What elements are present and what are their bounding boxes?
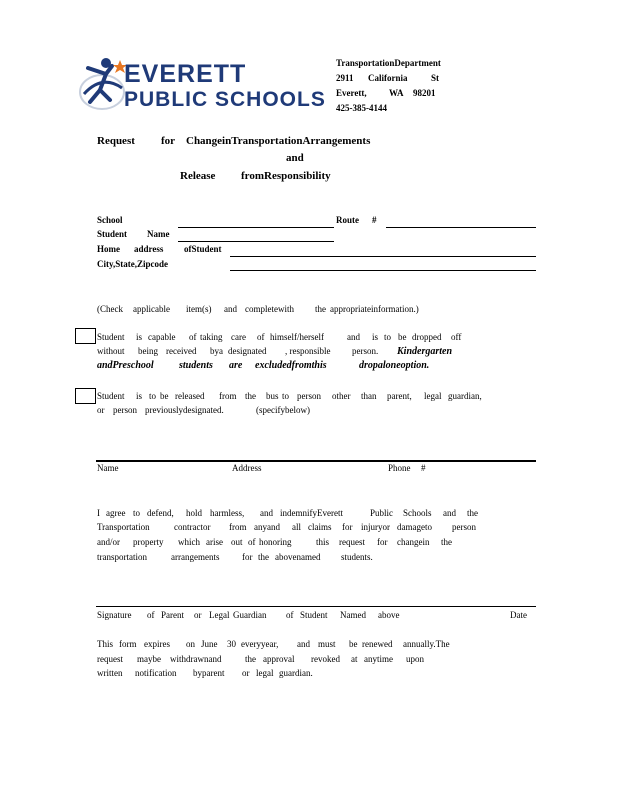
of-student-label: ofStudent	[184, 244, 222, 254]
agr-l3-8: request	[339, 537, 365, 547]
exp-l1-1: form	[119, 639, 137, 649]
opt1-l3-4: dropaloneoption.	[359, 360, 430, 371]
school-label: School	[97, 215, 123, 225]
agr-l1-10: and	[443, 508, 456, 518]
opt1-l3-0: andPreschool	[97, 360, 154, 371]
opt2-l1-11: than	[361, 391, 377, 401]
school-field-line[interactable]	[178, 227, 334, 228]
exp-l2-6: at	[351, 654, 358, 664]
opt2-l2-2: previouslydesignated.	[145, 405, 224, 415]
opt1-l1-8: and	[347, 332, 360, 342]
agr-l4-1: arrangements	[171, 552, 220, 562]
runner-icon	[76, 54, 128, 114]
opt2-l1-12: parent,	[387, 391, 412, 401]
student-label: Student	[97, 229, 128, 239]
sig-0: Signature	[97, 610, 132, 620]
city-name: Everett,	[336, 88, 367, 98]
agr-l3-9: for	[377, 537, 388, 547]
agr-l3-10: changein	[397, 537, 430, 547]
designee-name-label: Name	[97, 463, 119, 473]
opt1-l2-4: designated	[228, 346, 267, 356]
exp-l1-8: must	[318, 639, 336, 649]
opt1-l2-0: without	[97, 346, 125, 356]
opt1-l1-11: be	[398, 332, 407, 342]
opt2-l1-9: person	[297, 391, 321, 401]
sig-6: of	[286, 610, 294, 620]
exp-l3-4: legal	[256, 668, 274, 678]
opt2-l1-5: from	[219, 391, 237, 401]
agr-l2-6: for	[342, 522, 353, 532]
agr-l2-5: claims	[308, 522, 332, 532]
instruction-4: and	[224, 304, 237, 314]
agr-l1-5: harmless,	[210, 508, 245, 518]
street-type: St	[431, 73, 440, 83]
sig-7: Student	[300, 610, 328, 620]
exp-l3-3: or	[242, 668, 250, 678]
phone-number: 425-385-4144	[336, 103, 387, 113]
agr-l2-1: contractor	[174, 522, 211, 532]
city-state-zip-line[interactable]	[230, 270, 536, 271]
agr-l1-2: to	[133, 508, 141, 518]
exp-l2-1: maybe	[137, 654, 161, 664]
sig-8: Named	[340, 610, 366, 620]
agr-l1-0: I	[97, 508, 100, 518]
logo-line2: PUBLIC SCHOOLS	[124, 88, 326, 111]
opt1-l1-4: taking	[200, 332, 223, 342]
agr-l3-7: this	[316, 537, 330, 547]
agr-l2-8: damageto	[397, 522, 432, 532]
agr-l3-0: and/or	[97, 537, 120, 547]
opt1-l2-1: being	[138, 346, 158, 356]
opt2-l1-4: released	[175, 391, 205, 401]
exp-l1-4: June	[201, 639, 218, 649]
opt1-l2-3: bya	[210, 346, 223, 356]
sig-9: above	[378, 610, 400, 620]
student-name-line[interactable]	[178, 241, 334, 242]
state-name: WA	[389, 88, 404, 98]
designee-address-label: Address	[232, 463, 262, 473]
opt1-l1-9: is	[372, 332, 379, 342]
agr-l3-4: out	[231, 537, 243, 547]
route-field-line[interactable]	[386, 227, 536, 228]
opt2-l1-6: the	[245, 391, 256, 401]
opt1-l3-3: excludedfromthis	[255, 360, 327, 371]
opt1-l1-6: of	[257, 332, 265, 342]
exp-l2-4: approval	[263, 654, 295, 664]
exp-l1-5: 30	[227, 639, 236, 649]
opt1-l2-6: person.	[352, 346, 379, 356]
opt1-l3-2: are	[229, 360, 243, 371]
agr-l2-2: from	[229, 522, 247, 532]
sig-3: or	[194, 610, 202, 620]
option2-checkbox[interactable]	[75, 388, 96, 404]
agr-l1-8: Public	[370, 508, 394, 518]
exp-l2-7: anytime	[364, 654, 393, 664]
zip-code: 98201	[413, 88, 436, 98]
agr-l1-7: indemnifyEverett	[280, 508, 343, 518]
opt2-l1-10: other	[332, 391, 351, 401]
exp-l2-2: withdrawnand	[170, 654, 222, 664]
agr-l4-2: for	[242, 552, 253, 562]
agr-l3-5: of	[248, 537, 256, 547]
opt2-l1-0: Student	[97, 391, 125, 401]
opt1-l1-13: off	[451, 332, 462, 342]
exp-l1-0: This	[97, 639, 114, 649]
street-num: 2911	[336, 73, 354, 83]
opt1-l1-0: Student	[97, 332, 125, 342]
exp-l1-7: and	[297, 639, 310, 649]
exp-l3-1: notification	[135, 668, 177, 678]
opt1-l1-7: himself/herself	[270, 332, 324, 342]
exp-l2-5: revoked	[311, 654, 340, 664]
opt1-l2-5: , responsible	[285, 346, 331, 356]
exp-l3-2: byparent	[193, 668, 225, 678]
title-and: and	[286, 152, 304, 164]
designee-entry-line[interactable]	[96, 460, 536, 462]
agr-l4-4: abovenamed	[275, 552, 321, 562]
agr-l2-0: Transportation	[97, 522, 150, 532]
designee-phone-label: Phone	[388, 463, 411, 473]
signature-line[interactable]	[96, 606, 536, 607]
sig-2: Parent	[161, 610, 184, 620]
opt1-l3-1: students	[179, 360, 213, 371]
exp-l1-6: everyyear,	[241, 639, 279, 649]
exp-l2-0: request	[97, 654, 123, 664]
agr-l4-0: transportation	[97, 552, 147, 562]
opt1-l1-2: capable	[148, 332, 176, 342]
opt1-l1-3: of	[189, 332, 197, 342]
exp-l3-0: written	[97, 668, 123, 678]
exp-l1-9: be	[349, 639, 358, 649]
instruction-3: item(s)	[186, 304, 212, 314]
exp-l2-8: upon	[406, 654, 424, 664]
instruction-6: the	[315, 304, 326, 314]
title-from-responsibility: fromResponsibility	[241, 170, 331, 182]
opt2-l1-13: legal	[424, 391, 442, 401]
route-label: Route	[336, 215, 359, 225]
exp-l1-11: annually.The	[403, 639, 450, 649]
address-label: address	[134, 244, 164, 254]
agr-l3-3: arise	[206, 537, 223, 547]
opt2-l1-8: to	[282, 391, 290, 401]
option1-checkbox[interactable]	[75, 328, 96, 344]
title-for: for	[161, 135, 176, 147]
sig-date: Date	[510, 610, 527, 620]
opt1-l2-2: received	[166, 346, 197, 356]
agr-l3-2: which	[178, 537, 200, 547]
agr-l4-3: the	[258, 552, 269, 562]
route-hash: #	[372, 215, 377, 225]
city-state-zip-label: City,State,Zipcode	[97, 259, 168, 269]
instruction-1: (Check	[97, 304, 123, 314]
exp-l2-3: the	[245, 654, 256, 664]
title-request: Request	[97, 135, 135, 147]
name-label: Name	[147, 229, 170, 239]
agr-l2-9: person	[452, 522, 476, 532]
agr-l1-4: hold	[186, 508, 203, 518]
opt2-l2-1: person	[113, 405, 137, 415]
agr-l2-7: injuryor	[361, 522, 390, 532]
agr-l1-1: agree	[106, 508, 126, 518]
opt1-l1-1: is	[136, 332, 143, 342]
opt1-kindergarten: Kindergarten	[397, 346, 453, 357]
title-release: Release	[180, 170, 216, 182]
sig-5: Guardian	[233, 610, 267, 620]
opt2-l1-7: bus	[266, 391, 279, 401]
agr-l1-6: and	[260, 508, 273, 518]
exp-l1-10: renewed	[362, 639, 393, 649]
exp-l3-5: guardian.	[279, 668, 313, 678]
home-address-line[interactable]	[230, 256, 536, 257]
exp-l1-3: on	[186, 639, 195, 649]
exp-l1-2: expires	[144, 639, 170, 649]
opt2-l1-1: is	[136, 391, 143, 401]
district-logo	[76, 54, 326, 116]
sig-4: Legal	[209, 610, 230, 620]
opt2-l2-3: (specifybelow)	[256, 405, 310, 415]
designee-phone-hash: #	[421, 463, 426, 473]
opt2-l1-3: be	[160, 391, 169, 401]
agr-l3-11: the	[441, 537, 452, 547]
opt1-l1-12: dropped	[412, 332, 442, 342]
opt2-l2-0: or	[97, 405, 105, 415]
dept-name: TransportationDepartment	[336, 58, 441, 68]
agr-l1-3: defend,	[147, 508, 174, 518]
opt2-l1-2: to	[149, 391, 157, 401]
agr-l4-5: students.	[341, 552, 373, 562]
street-name: California	[368, 73, 408, 83]
logo-line1: EVERETT	[124, 60, 247, 88]
agr-l3-6: honoring	[259, 537, 292, 547]
sig-1: of	[147, 610, 155, 620]
opt2-l1-14: guardian,	[448, 391, 482, 401]
instruction-7: appropriateinformation.)	[330, 304, 419, 314]
agr-l2-3: anyand	[254, 522, 280, 532]
agr-l3-1: property	[133, 537, 164, 547]
title-change: ChangeinTransportationArrangements	[186, 135, 371, 147]
agr-l1-9: Schools	[403, 508, 432, 518]
opt1-l1-10: to	[384, 332, 392, 342]
home-label: Home	[97, 244, 120, 254]
instruction-2: applicable	[133, 304, 170, 314]
agr-l1-11: the	[467, 508, 478, 518]
agr-l2-4: all	[292, 522, 301, 532]
instruction-5: completewith	[245, 304, 294, 314]
opt1-l1-5: care	[231, 332, 246, 342]
